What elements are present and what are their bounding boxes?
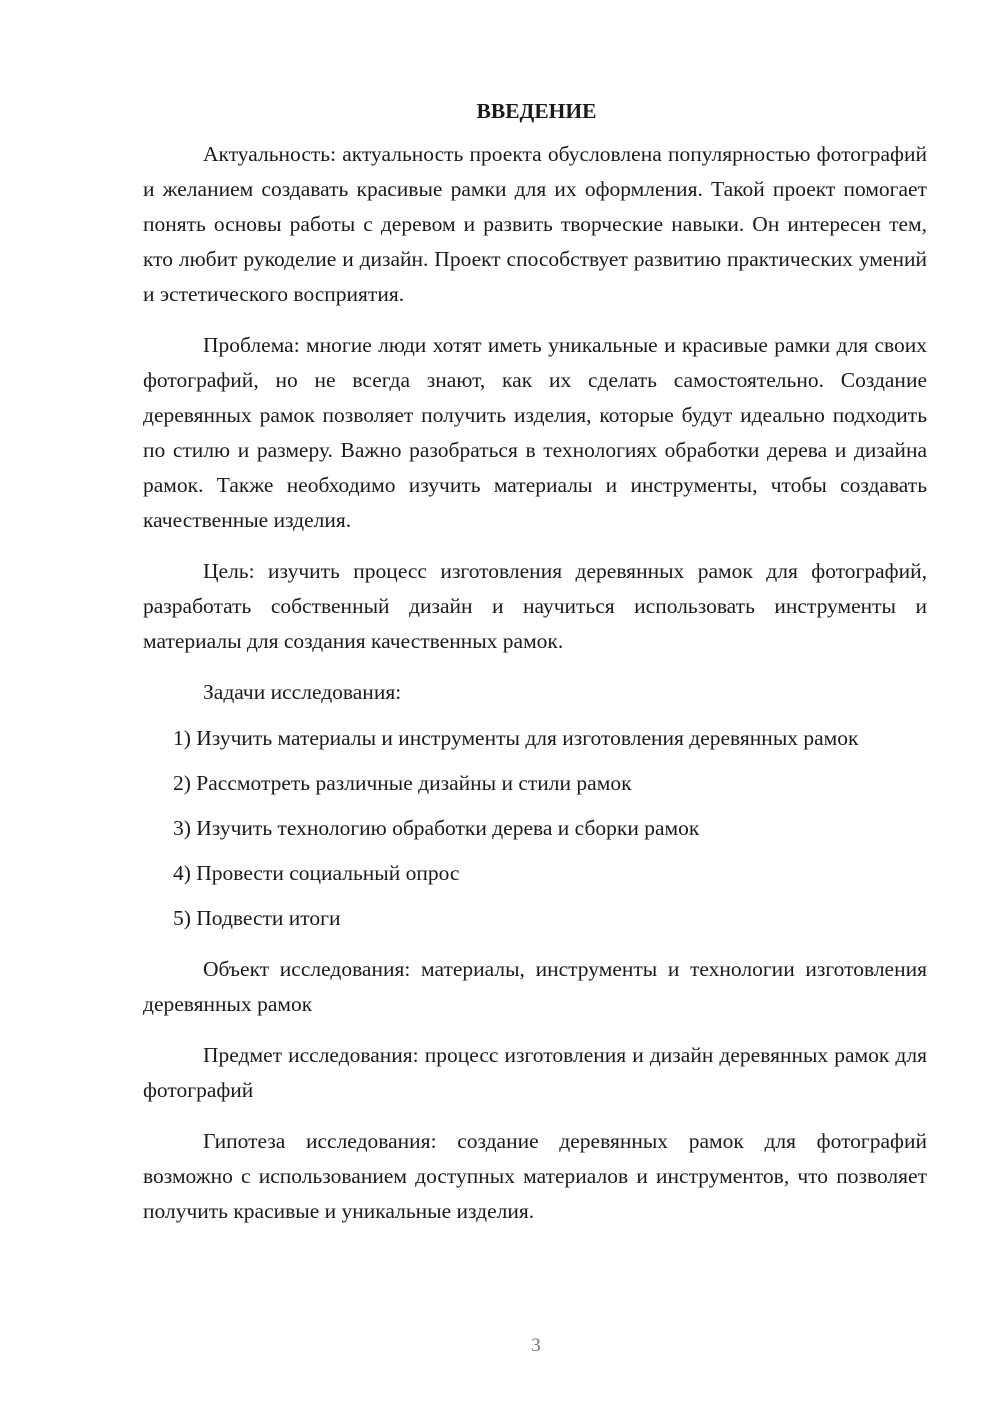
list-item: 4) Провести социальный опрос	[173, 861, 460, 885]
paragraph-problem: Проблема: многие люди хотят иметь уникальные и красивые рамки для своих фотографий, но не всегда знают, как их сделать самостоятельно. Создание деревянных рамок позволяет получить изделия, которые будут идеально подходить по стилю и размеру. Важно разобраться в технологиях обработки дерева и дизайна рамок. Также необходимо изучить материалы и инструменты, чтобы создавать качественные изделия.	[143, 333, 927, 532]
list-item: 1) Изучить материалы и инструменты для изготовления деревянных рамок	[173, 726, 859, 750]
paragraph-object: Объект исследования: материалы, инструменты и технологии изготовления деревянных рамок	[143, 957, 927, 1016]
list-item: 5) Подвести итоги	[173, 906, 341, 930]
paragraph-subject: Предмет исследования: процесс изготовления и дизайн деревянных рамок для фотографий	[143, 1043, 927, 1102]
list-item: 2) Рассмотреть различные дизайны и стили рамок	[173, 771, 632, 795]
page-content	[143, 96, 927, 1229]
paragraph-goal: Цель: изучить процесс изготовления деревянных рамок для фотографий, разработать собственный дизайн и научиться использовать инструменты и материалы для создания качественных рамок.	[143, 559, 927, 653]
page-title: ВВЕДЕНИЕ	[476, 99, 597, 123]
paragraph-relevance: Актуальность: актуальность проекта обусловлена популярностью фотографий и желанием создавать красивые рамки для их оформления. Такой проект помогает понять основы работы с деревом и развить творческие навыки. Он интересен тем, кто любит рукоделие и дизайн. Проект способствует развитию практических умений и эстетического восприятия.	[143, 142, 927, 306]
paragraph-tasks-heading: Задачи исследования:	[203, 680, 402, 704]
tasks-list	[143, 721, 927, 936]
list-item: 3) Изучить технологию обработки дерева и сборки рамок	[173, 816, 700, 840]
page-number: 3	[531, 1335, 541, 1356]
paragraph-hypothesis: Гипотеза исследования: создание деревянных рамок для фотографий возможно с использованием доступных материалов и инструментов, что позволяет получить красивые и уникальные изделия.	[143, 1129, 927, 1223]
